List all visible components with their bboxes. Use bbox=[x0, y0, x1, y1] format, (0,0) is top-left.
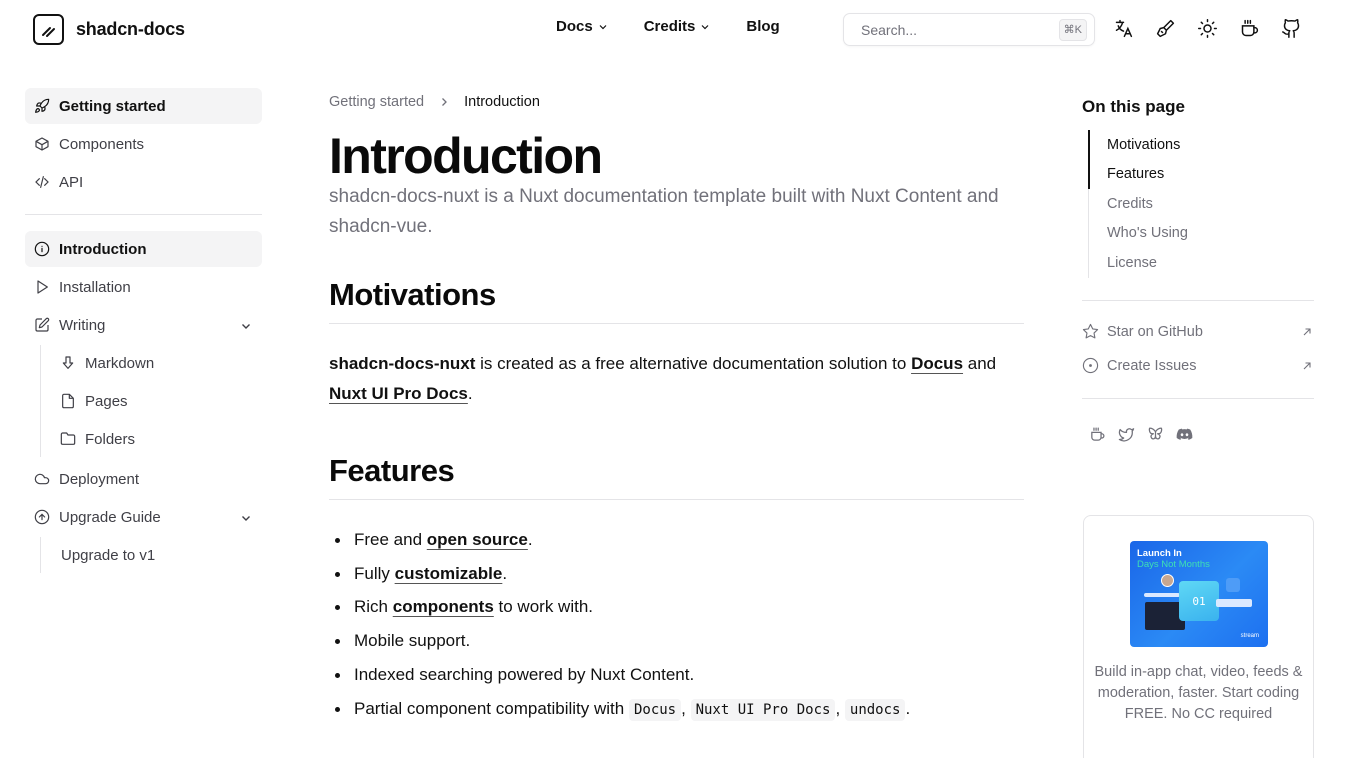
nav-credits-label: Credits bbox=[643, 18, 696, 35]
sidebar-item-label: Writing bbox=[59, 316, 106, 334]
chevron-down-icon[interactable] bbox=[240, 320, 252, 332]
link-components[interactable]: components bbox=[392, 597, 494, 617]
text: Free and bbox=[354, 530, 427, 549]
writing-children bbox=[40, 345, 262, 457]
link-open-source[interactable]: open source bbox=[426, 530, 528, 549]
upgrade-guide-children bbox=[40, 537, 262, 573]
logo-icon bbox=[33, 14, 64, 45]
sidebar bbox=[25, 88, 262, 575]
twitter-icon[interactable] bbox=[1118, 426, 1135, 443]
github-icon[interactable] bbox=[1281, 18, 1302, 39]
star-icon bbox=[1082, 323, 1099, 340]
play-icon bbox=[34, 279, 50, 295]
sidebar-item-label: Markdown bbox=[85, 354, 155, 372]
inline-code: undocs bbox=[845, 699, 906, 721]
nav-docs[interactable] bbox=[556, 18, 608, 35]
text: Partial component compatibility with bbox=[354, 698, 629, 718]
breadcrumb-getting-started[interactable]: Getting started bbox=[329, 94, 425, 110]
sidebar-item-deployment[interactable] bbox=[25, 461, 262, 497]
heading-motivations: Motivations bbox=[329, 277, 1024, 324]
ad-brand: stream bbox=[1240, 633, 1259, 639]
sidebar-item-label: Components bbox=[59, 135, 145, 153]
list-item bbox=[329, 590, 1024, 624]
sidebar-item-getting-started[interactable] bbox=[25, 88, 262, 124]
link-customizable[interactable]: customizable bbox=[394, 563, 503, 583]
social-links bbox=[1089, 426, 1314, 443]
avatar bbox=[1161, 574, 1174, 587]
list-item bbox=[329, 523, 1024, 557]
heading-features: Features bbox=[329, 453, 1024, 500]
info-icon bbox=[34, 241, 50, 257]
sun-icon[interactable] bbox=[1197, 18, 1218, 39]
arrow-down-icon bbox=[60, 355, 76, 371]
list-item bbox=[329, 557, 1024, 591]
box-icon bbox=[34, 136, 50, 152]
text: . bbox=[502, 563, 508, 583]
nav-blog[interactable] bbox=[746, 18, 779, 35]
paintbrush-icon[interactable] bbox=[1155, 18, 1176, 39]
sidebar-item-label: Introduction bbox=[59, 240, 147, 258]
circle-dot-icon bbox=[1082, 357, 1099, 374]
code-icon bbox=[34, 174, 50, 190]
search-shortcut: ⌘K bbox=[1059, 19, 1087, 41]
coffee-icon[interactable] bbox=[1089, 426, 1106, 443]
create-issues-link[interactable] bbox=[1082, 349, 1314, 383]
arrow-up-circle-icon bbox=[34, 509, 50, 525]
sidebar-item-components[interactable] bbox=[25, 126, 262, 162]
toc-item-motivations[interactable]: Motivations bbox=[1088, 130, 1314, 160]
link-label: Create Issues bbox=[1107, 357, 1197, 374]
search-input[interactable] bbox=[843, 13, 1095, 46]
pen-square-icon bbox=[34, 317, 50, 333]
list-item bbox=[329, 624, 1024, 658]
inline-code: Docus bbox=[629, 699, 681, 721]
motivations-paragraph bbox=[329, 349, 1024, 408]
sidebar-item-introduction[interactable] bbox=[25, 231, 262, 267]
ad-decoration bbox=[1144, 593, 1180, 597]
toc-item-license[interactable]: License bbox=[1107, 254, 1157, 271]
file-icon bbox=[60, 393, 76, 409]
text: to work with. bbox=[493, 597, 593, 617]
page-description: shadcn-docs-nuxt is a Nuxt documentation template built with Nuxt Content and shadcn-vue. bbox=[329, 186, 999, 237]
ad-image-subtitle: Days Not Months bbox=[1137, 559, 1210, 570]
breadcrumb bbox=[329, 90, 1024, 114]
nav-credits[interactable] bbox=[644, 18, 711, 35]
text: Mobile support. bbox=[354, 631, 471, 651]
top-header bbox=[0, 0, 1348, 58]
sidebar-item-installation[interactable] bbox=[25, 269, 262, 305]
table-of-contents bbox=[1082, 97, 1314, 443]
nav-docs-label: Docs bbox=[556, 18, 593, 35]
discord-icon[interactable] bbox=[1176, 426, 1193, 443]
features-list bbox=[329, 523, 1024, 727]
sidebar-item-label: Upgrade Guide bbox=[59, 508, 161, 526]
text: Fully bbox=[354, 563, 395, 583]
toc-links bbox=[1082, 315, 1314, 383]
inline-code: Nuxt UI Pro Docs bbox=[691, 699, 836, 721]
toc-item-credits[interactable]: Credits bbox=[1107, 195, 1153, 212]
coffee-icon[interactable] bbox=[1239, 18, 1260, 39]
sidebar-item-label: API bbox=[59, 173, 84, 191]
text: . bbox=[467, 383, 473, 403]
text: . bbox=[905, 698, 911, 718]
sidebar-item-label: Folders bbox=[85, 430, 136, 448]
butterfly-icon[interactable] bbox=[1147, 426, 1164, 443]
chevron-down-icon[interactable] bbox=[240, 512, 252, 524]
translate-icon[interactable] bbox=[1113, 18, 1134, 39]
link-nuxt-ui-pro-docs[interactable]: Nuxt UI Pro Docs bbox=[329, 383, 468, 403]
list-item: Partial component compatibility with Docus , Nuxt UI Pro Docs , undocs . bbox=[329, 692, 1024, 728]
sidebar-item-folders[interactable] bbox=[52, 421, 262, 457]
chevron-down-icon bbox=[598, 22, 608, 32]
sidebar-item-writing[interactable] bbox=[25, 307, 262, 343]
text: Indexed searching powered by Nuxt Content. bbox=[354, 664, 695, 684]
toc-list bbox=[1088, 130, 1314, 278]
ad-image-title: Launch In bbox=[1137, 548, 1182, 559]
header-actions bbox=[1113, 18, 1302, 39]
sidebar-item-label: Pages bbox=[85, 392, 128, 410]
text: Rich bbox=[354, 597, 393, 617]
sidebar-divider bbox=[25, 214, 262, 215]
toc-item-whos-using[interactable]: Who's Using bbox=[1107, 225, 1188, 242]
toc-item-features[interactable]: Features bbox=[1088, 160, 1314, 190]
ad-image[interactable] bbox=[1130, 541, 1268, 647]
text: and bbox=[963, 354, 997, 373]
ad-decoration bbox=[1216, 599, 1252, 607]
toc-divider bbox=[1082, 300, 1314, 301]
search-placeholder: Search... bbox=[861, 21, 918, 38]
main-nav bbox=[556, 18, 816, 35]
sidebar-item-label: Getting started bbox=[59, 97, 166, 115]
sidebar-item-upgrade-guide[interactable] bbox=[25, 499, 262, 535]
cloud-icon bbox=[34, 471, 50, 487]
rocket-icon bbox=[34, 98, 50, 114]
breadcrumb-current: Introduction bbox=[464, 94, 540, 110]
toc-divider bbox=[1082, 398, 1314, 399]
folder-icon bbox=[60, 431, 76, 447]
project-name: shadcn-docs-nuxt bbox=[329, 354, 476, 373]
external-link-icon bbox=[1302, 361, 1312, 371]
sidebar-item-api[interactable] bbox=[25, 164, 262, 200]
text: is created as a free alternative documentation solution to bbox=[475, 354, 912, 373]
link-docus[interactable]: Docus bbox=[911, 354, 964, 373]
sidebar-item-markdown[interactable] bbox=[52, 345, 262, 381]
external-link-icon bbox=[1302, 327, 1312, 337]
ad-text: Build in-app chat, video, feeds & moderation, faster. Start coding FREE. No CC required bbox=[1094, 664, 1303, 722]
chevron-down-icon bbox=[700, 22, 710, 32]
nav-blog-label: Blog bbox=[746, 18, 780, 35]
sponsor-ad[interactable] bbox=[1083, 515, 1314, 758]
toc-title: On this page bbox=[1082, 97, 1185, 116]
ad-counter: 01 bbox=[1179, 581, 1219, 621]
site-logo[interactable] bbox=[33, 14, 185, 45]
sidebar-item-pages[interactable] bbox=[52, 383, 262, 419]
list-item bbox=[329, 658, 1024, 692]
sidebar-item-upgrade-to-v1[interactable] bbox=[52, 537, 262, 573]
site-name: shadcn-docs bbox=[76, 19, 185, 39]
page-title: Introduction bbox=[329, 128, 602, 184]
text: . bbox=[527, 530, 533, 549]
sidebar-item-label: Installation bbox=[59, 278, 131, 296]
chat-icon bbox=[1226, 578, 1240, 592]
star-on-github-link[interactable] bbox=[1082, 315, 1314, 349]
sidebar-item-label: Upgrade to v1 bbox=[61, 546, 156, 564]
link-label: Star on GitHub bbox=[1107, 323, 1203, 340]
sidebar-item-label: Deployment bbox=[59, 470, 140, 488]
chevron-right-icon bbox=[438, 96, 450, 108]
main-content bbox=[329, 90, 1024, 727]
